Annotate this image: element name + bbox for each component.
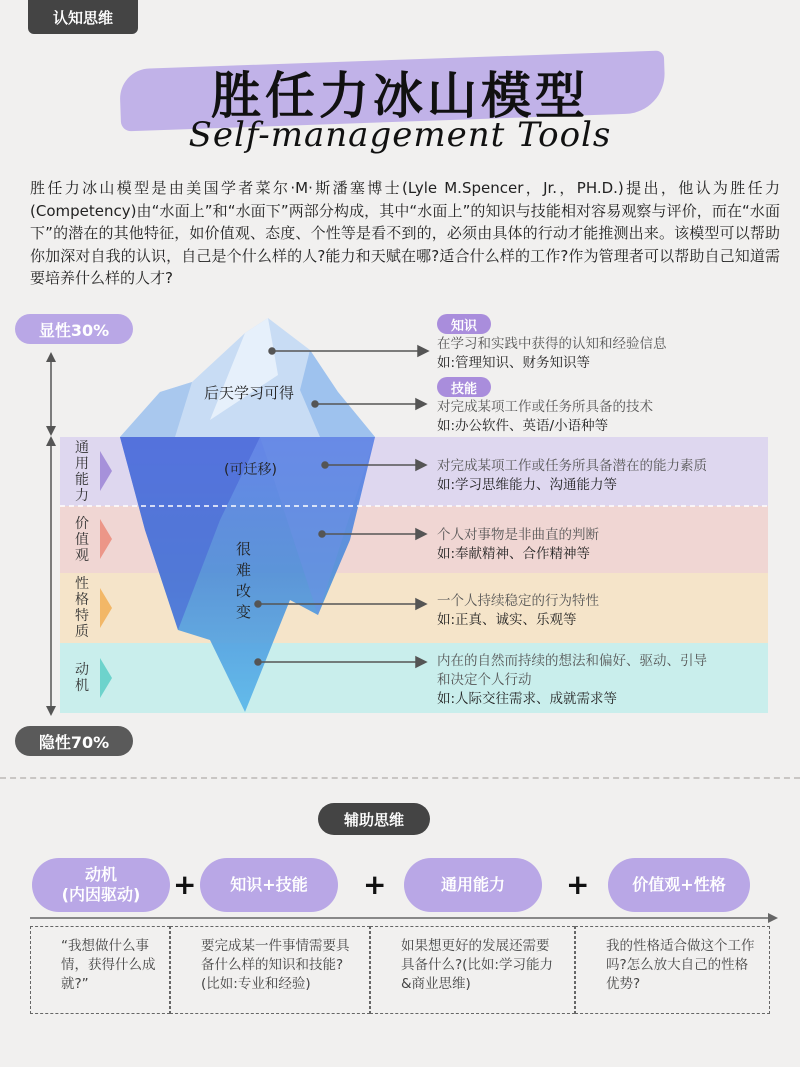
band-label-general: 通 用 能 力: [75, 439, 89, 504]
aux-box-values-personality: 我的性格适合做这个工作吗?怎么放大自己的性格优势?: [575, 926, 770, 1014]
aux-box-motivation: “我想做什么事情，获得什么成就?”: [30, 926, 170, 1014]
section-divider: [0, 777, 800, 779]
knowledge-pill: 知识: [437, 314, 491, 334]
plus-sign: +: [173, 868, 197, 901]
aux-pill-motivation: 动机 (内因驱动): [32, 858, 170, 912]
general-desc: 对完成某项工作或任务所具备潜在的能力素质 如:学习思维能力、沟通能力等: [437, 458, 707, 493]
plus-sign: +: [566, 868, 590, 901]
visible-percent-pill: 显性30%: [15, 314, 133, 344]
band-label-values: 价 值 观: [75, 515, 89, 564]
aux-pill-general-ability: 通用能力: [404, 858, 542, 912]
chevron-personality: [100, 588, 112, 628]
page-subtitle: Self-management Tools: [188, 115, 612, 155]
page-title: 胜任力冰山模型: [211, 67, 589, 125]
chevron-general: [100, 451, 112, 491]
skill-desc: 对完成某项工作或任务所具备的技术 如:办公软件、英语/小语种等: [437, 399, 653, 434]
chevron-motivation: [100, 658, 112, 698]
aux-title-pill: 辅助思维: [318, 803, 430, 835]
intro-paragraph: 胜任力冰山模型是由美国学者菜尔·M·斯潘塞博士(Lyle M.Spencer，Jr.，PH.D.)提出，他认为胜任力(Competency)由“水面上”和“水面下”两部分构成，其中“水面上”的知识与技能相对容易观察与评价，而在“水面下”的潜在的其他特征，如价值观、态度、个性等是看不到的，必须由具体的行动才能推测出来。该模型可以帮助你加深对自我的认识，自己是个什么样的人?能力和天赋在哪?适合什么样的工作?作为管理者可以帮助自己知道需要培养什么样的人才?: [30, 179, 780, 287]
knowledge-desc: 在学习和实践中获得的认知和经验信息 如:管理知识、财务知识等: [437, 336, 667, 371]
plus-sign: +: [363, 868, 387, 901]
aux-pill-knowledge-skill: 知识+技能: [200, 858, 338, 912]
aux-box-knowledge-skill: 要完成某一件事情需要具备什么样的知识和技能?(比如:专业和经验): [170, 926, 370, 1014]
skill-pill: 技能: [437, 377, 491, 397]
aux-pill-values-personality: 价值观+性格: [608, 858, 750, 912]
hidden-percent-pill: 隐性70%: [15, 726, 133, 756]
category-tag: 认知思维: [28, 0, 138, 34]
iceberg-acquired-text: 后天学习可得: [204, 384, 295, 402]
chevron-values: [100, 519, 112, 559]
band-label-motivation: 动 机: [75, 662, 89, 694]
personality-desc: 一个人持续稳定的行为特性 如:正真、诚实、乐观等: [437, 593, 599, 628]
iceberg-transferable-text: (可迁移): [224, 462, 277, 478]
aux-box-general-ability: 如果想更好的发展还需要具备什么?(比如:学习能力&商业思维): [370, 926, 575, 1014]
motivation-desc: 内在的自然而持续的想法和偏好、驱动、引导和决定个人行动 如:人际交往需求、成就需求等: [437, 653, 707, 707]
band-label-personality: 性 格 特 质: [75, 576, 89, 640]
values-desc: 个人对事物是非曲直的判断 如:奉献精神、合作精神等: [437, 527, 599, 562]
iceberg-hard-text: 很 难 改 变: [236, 540, 252, 621]
